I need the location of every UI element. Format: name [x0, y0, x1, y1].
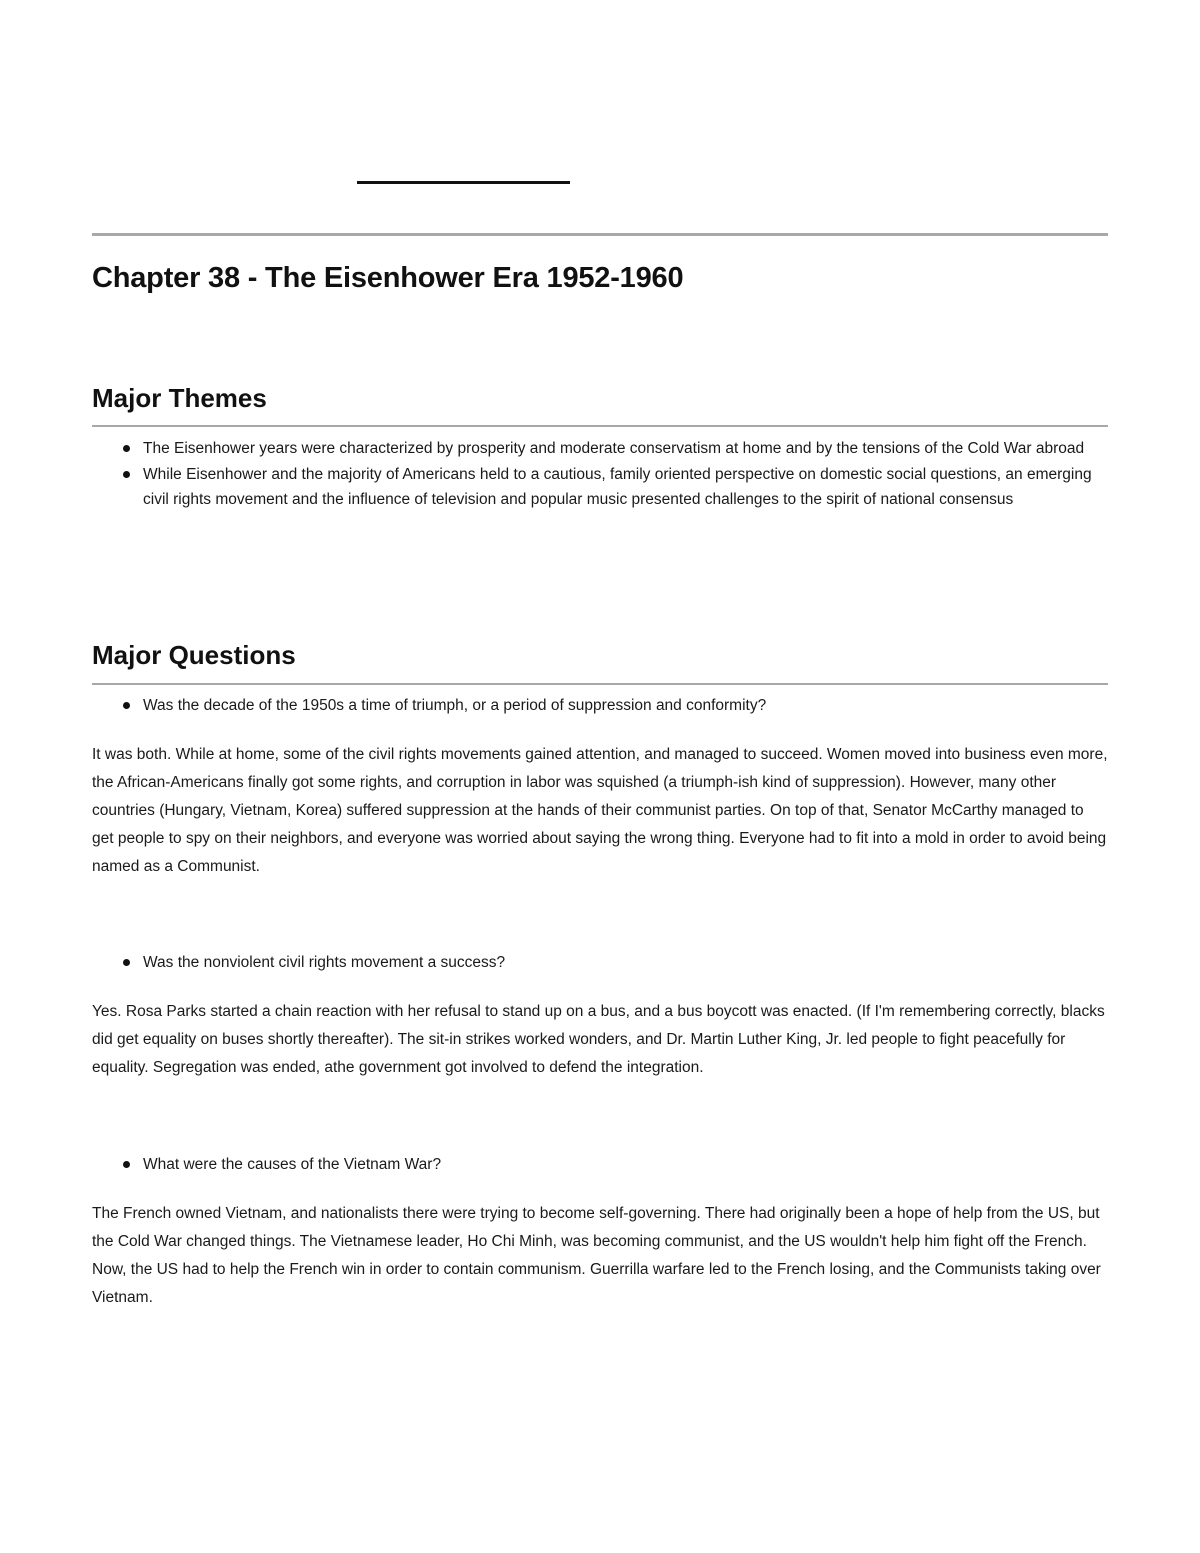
answer-paragraph: It was both. While at home, some of the civil rights movements gained attention, and managed to succeed. Women moved into business even more, the African-Americans finally got some rights, and corruption in labor was squished (a triumph-ish kind of suppression). However, many other countries (Hungary, Vietnam, Korea) suffered suppression at the hands of their communist parties. On top of that, Senator McCarthy managed to get people to spy on their neighbors, and everyone was worried about saying the wrong thing. Everyone had to fit into a mold in order to avoid being named as a Communist. — [92, 746, 1108, 875]
answer-paragraph: The French owned Vietnam, and nationalists there were trying to become self-governing. There had originally been a hope of help from the US, but the Cold War changed things. The Vietnamese leader, Ho Chi Minh, was becoming communist, and the US wouldn't help him fight off the French. Now, the US had to help the French win in order to contain communism. Guerrilla warfare led to the French losing, and the Communists taking over Vietnam. — [92, 1205, 1101, 1306]
chapter-title: Chapter 38 - The Eisenhower Era 1952-1960 — [92, 262, 684, 294]
bullet-icon — [123, 471, 130, 478]
major-themes-list — [92, 436, 1108, 513]
theme-item-text: While Eisenhower and the majority of Americans held to a cautious, family oriented perspective on domestic social questions, an emerging civil rights movement and the influence of television and popular music presented challenges to the spirit of national consensus — [143, 465, 1092, 508]
question-item — [92, 950, 1108, 976]
bullet-icon — [123, 445, 130, 452]
theme-item — [92, 436, 1108, 462]
question-text: Was the decade of the 1950s a time of triumph, or a period of suppression and conformity? — [143, 697, 767, 714]
theme-item — [92, 462, 1108, 513]
major-themes-heading: Major Themes — [92, 383, 267, 413]
answer-paragraph: Yes. Rosa Parks started a chain reaction with her refusal to stand up on a bus, and a bus boycott was enacted. (If I'm remembering correctly, blacks did get equality on buses shortly thereafter). The sit-in strikes worked wonders, and Dr. Martin Luther King, Jr. led people to fight peacefully for equality. Segregation was ended, athe government got involved to defend the integration. — [92, 1003, 1105, 1076]
major-questions-heading: Major Questions — [92, 640, 296, 670]
question-text: What were the causes of the Vietnam War? — [143, 1156, 442, 1173]
question-list — [92, 1152, 1108, 1178]
question-list — [92, 693, 1108, 719]
question-item — [92, 693, 1108, 719]
question-item — [92, 1152, 1108, 1178]
title-underline — [357, 181, 570, 184]
major-questions-divider — [92, 683, 1108, 685]
bullet-icon — [123, 1161, 130, 1168]
major-themes-divider — [92, 425, 1108, 427]
bullet-icon — [123, 702, 130, 709]
top-divider — [92, 233, 1108, 236]
bullet-icon — [123, 959, 130, 966]
question-text: Was the nonviolent civil rights movement a success? — [143, 954, 506, 971]
question-list — [92, 950, 1108, 976]
theme-item-text: The Eisenhower years were characterized by prosperity and moderate conservatism at home and by the tensions of the Cold War abroad — [143, 440, 1085, 457]
